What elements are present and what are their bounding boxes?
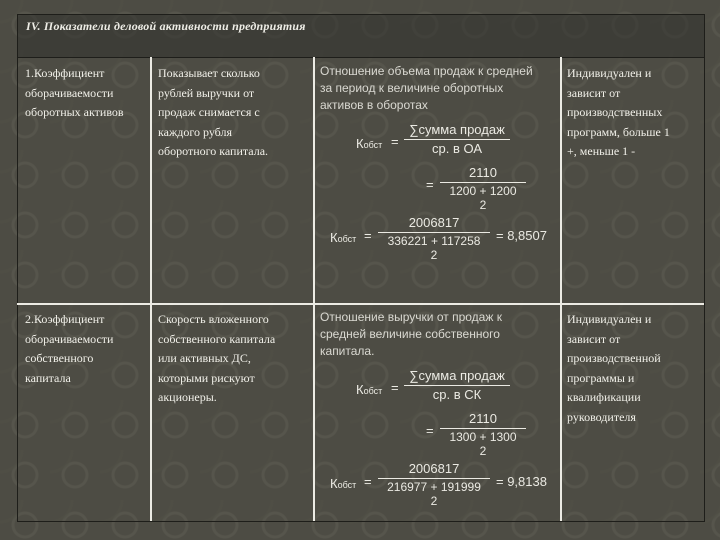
fraction [440, 165, 526, 212]
k-subscript: обст [337, 480, 357, 490]
equals-sign: = [426, 177, 434, 192]
row-divider [17, 303, 704, 305]
coefficient-symbol [356, 382, 382, 397]
meaning-line: которыми рискуют [158, 370, 255, 385]
k-subscript: обст [363, 140, 383, 150]
fraction-numerator: 2006817 [408, 215, 460, 230]
fraction-numerator: 2006817 [408, 461, 460, 476]
formula-desc-line: Отношение объема продаж к средней [320, 64, 533, 78]
fraction-denominator-divisor: 2 [479, 444, 487, 458]
fraction-bar [404, 139, 510, 140]
fraction-denominator: 216977 + 191999 [387, 480, 481, 494]
fraction-denominator-divisor: 2 [430, 494, 438, 508]
k-subscript: обст [337, 234, 357, 244]
formula-description [320, 63, 558, 114]
meaning-line: Скорость вложенного [158, 312, 269, 326]
formula-desc-line: капитала. [320, 344, 375, 358]
note-line: производственной [567, 351, 661, 365]
equals-sign: = [364, 228, 372, 243]
k-main: К [330, 230, 338, 245]
equals-sign: = [391, 380, 399, 395]
note-line: Индивидуален и [567, 312, 652, 326]
indicator-name-line: оборачиваемости [25, 85, 114, 100]
meaning-line: Показывает сколько [158, 66, 260, 80]
note-line: программ, больше 1 [567, 124, 670, 139]
formula-result: = 8,8507 [496, 228, 547, 243]
meaning-line: рублей выручки от [158, 85, 255, 100]
note-cell [567, 310, 701, 427]
coefficient-symbol [330, 230, 356, 245]
fraction-denominator: 1200 + 1200 [449, 184, 517, 198]
fraction-bar [404, 385, 510, 386]
indicator-name-line: 1.Коэффициент [25, 66, 105, 80]
fraction-bar [378, 478, 490, 479]
fraction [404, 368, 510, 403]
formula-desc-line: активов в оборотах [320, 98, 428, 112]
fraction-numerator: 2110 [469, 411, 497, 426]
note-line: зависит от [567, 85, 621, 100]
note-line: Индивидуален и [567, 66, 652, 80]
indicator-name-cell [25, 310, 147, 388]
indicator-name-line: оборачиваемости [25, 331, 114, 346]
k-main: К [356, 136, 364, 151]
equals-sign: = [391, 134, 399, 149]
k-main: К [356, 382, 364, 397]
fraction-denominator: ср. в ОА [432, 141, 482, 156]
note-cell [567, 64, 701, 162]
equals-sign: = [426, 423, 434, 438]
fraction-denominator: 1300 + 1300 [449, 430, 517, 444]
fraction-bar [440, 182, 526, 183]
fraction-bar [440, 428, 526, 429]
fraction [378, 215, 490, 262]
fraction-denominator-divisor: 2 [479, 198, 487, 212]
coefficient-symbol [330, 476, 356, 491]
k-subscript: обст [363, 386, 383, 396]
formula-desc-line: Отношение выручки от продаж к [320, 310, 502, 324]
meaning-line: акционеры. [158, 390, 217, 404]
note-line: производственных [567, 105, 663, 119]
fraction-numerator: 2110 [469, 165, 497, 180]
formula-desc-line: за период к величине оборотных [320, 81, 504, 95]
meaning-line: каждого рубля [158, 124, 232, 139]
indicator-name-line: 2.Коэффициент [25, 312, 105, 326]
formula-result: = 9,8138 [496, 474, 547, 489]
formula-description [320, 309, 558, 360]
fraction [440, 411, 526, 458]
fraction-numerator: ∑сумма продаж [409, 368, 505, 383]
meaning-line: продаж снимается с [158, 105, 260, 119]
meaning-line: собственного капитала [158, 331, 276, 346]
indicator-meaning-cell [158, 310, 310, 408]
k-main: К [330, 476, 338, 491]
indicator-name-cell [25, 64, 147, 123]
note-line: руководителя [567, 409, 636, 424]
formula-desc-line: средней величине собственного [320, 327, 500, 341]
note-line: квалификации [567, 390, 641, 404]
indicator-name-line: оборотных активов [25, 105, 124, 119]
fraction-denominator: 336221 + 117258 [387, 234, 481, 248]
page-title: IV. Показатели деловой активности предприятия [26, 19, 306, 33]
fraction-bar [378, 232, 490, 233]
indicator-name-line: собственного [25, 351, 94, 365]
note-line: программы и [567, 370, 635, 385]
note-line: зависит от [567, 331, 621, 346]
meaning-line: или активных ДС, [158, 351, 251, 365]
column-divider [313, 57, 315, 521]
fraction-denominator: ср. в СК [432, 387, 482, 402]
indicator-meaning-cell [158, 64, 310, 162]
note-line: +, меньше 1 - [567, 144, 636, 158]
coefficient-symbol [356, 136, 382, 151]
fraction [404, 122, 510, 157]
meaning-line: оборотного капитала. [158, 144, 269, 158]
fraction-numerator: ∑сумма продаж [409, 122, 505, 137]
fraction [378, 461, 490, 508]
column-divider [560, 57, 562, 521]
fraction-denominator-divisor: 2 [430, 248, 438, 262]
table-header [18, 15, 704, 58]
equals-sign: = [364, 474, 372, 489]
indicator-name-line: капитала [25, 370, 71, 385]
column-divider [150, 57, 152, 521]
